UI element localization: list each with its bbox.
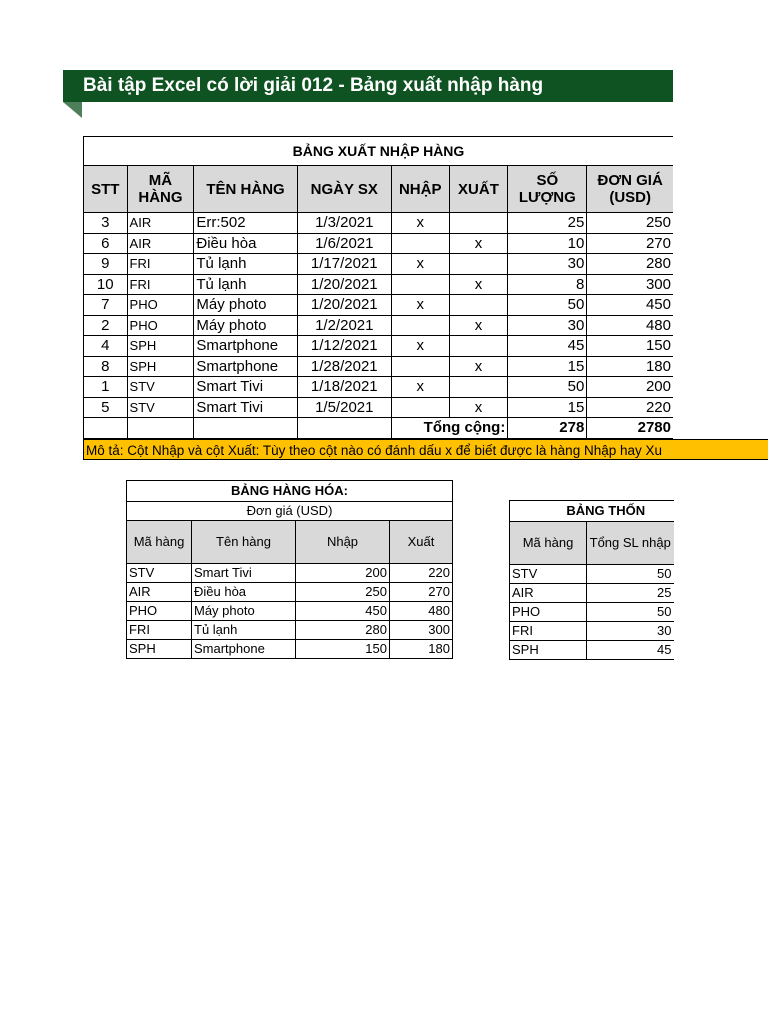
- table-row: [84, 295, 674, 316]
- table-row: [84, 233, 674, 254]
- cell-unit-price[interactable]: 280: [587, 254, 673, 275]
- cell-code[interactable]: FRI: [127, 254, 194, 275]
- stats-cell-total[interactable]: 50: [587, 603, 674, 622]
- goods-cell-import[interactable]: 280: [296, 621, 390, 640]
- cell-quantity[interactable]: 10: [508, 233, 587, 254]
- stats-cell-code[interactable]: STV: [510, 565, 587, 584]
- total-price[interactable]: 2780: [587, 418, 673, 439]
- cell-quantity[interactable]: 8: [508, 274, 587, 295]
- goods-cell-code[interactable]: FRI: [127, 621, 192, 640]
- goods-header-name[interactable]: Tên hàng: [192, 521, 296, 564]
- cell-name[interactable]: Err:502: [194, 213, 297, 234]
- header-quantity[interactable]: SỐ LƯỢNG: [508, 166, 587, 213]
- cell-code[interactable]: STV: [127, 397, 194, 418]
- cell-import[interactable]: x: [391, 254, 449, 275]
- goods-cell-code[interactable]: PHO: [127, 602, 192, 621]
- banner-fold-decoration: [63, 102, 82, 118]
- cell-unit-price[interactable]: 200: [587, 377, 673, 398]
- cell-unit-price[interactable]: 450: [587, 295, 673, 316]
- cell-export[interactable]: [449, 377, 508, 398]
- goods-cell-code[interactable]: SPH: [127, 640, 192, 659]
- cell-unit-price[interactable]: 150: [587, 336, 673, 357]
- cell-code[interactable]: SPH: [127, 356, 194, 377]
- cell-quantity[interactable]: 50: [508, 295, 587, 316]
- cell-code[interactable]: PHO: [127, 315, 194, 336]
- cell-import[interactable]: x: [391, 377, 449, 398]
- cell-unit-price[interactable]: 300: [587, 274, 673, 295]
- goods-header-export[interactable]: Xuất: [390, 521, 453, 564]
- cell-stt[interactable]: 9: [84, 254, 128, 275]
- stats-header-row: [510, 522, 674, 565]
- table-row: [84, 254, 674, 275]
- cell-unit-price[interactable]: 270: [587, 233, 673, 254]
- goods-row: [127, 640, 453, 659]
- table-row: [84, 274, 674, 295]
- cell-export[interactable]: [449, 295, 508, 316]
- cell-unit-price[interactable]: 250: [587, 213, 673, 234]
- stats-cell-total[interactable]: 45: [587, 641, 674, 660]
- cell-code[interactable]: PHO: [127, 295, 194, 316]
- goods-cell-export[interactable]: 270: [390, 583, 453, 602]
- goods-cell-import[interactable]: 150: [296, 640, 390, 659]
- cell-export[interactable]: [449, 336, 508, 357]
- stats-header-code[interactable]: Mã hàng: [510, 522, 587, 565]
- goods-cell-name[interactable]: Tủ lạnh: [192, 621, 296, 640]
- goods-cell-code[interactable]: STV: [127, 564, 192, 583]
- goods-header-import[interactable]: Nhập: [296, 521, 390, 564]
- stats-cell-code[interactable]: SPH: [510, 641, 587, 660]
- cell-quantity[interactable]: 15: [508, 356, 587, 377]
- stats-header-total[interactable]: Tổng SL nhập: [587, 522, 674, 565]
- cell-import[interactable]: [391, 315, 449, 336]
- cell-export[interactable]: x: [449, 274, 508, 295]
- header-unit-price[interactable]: ĐƠN GIÁ (USD): [587, 166, 673, 213]
- goods-cell-name[interactable]: Smart Tivi: [192, 564, 296, 583]
- cell-name[interactable]: Smartphone: [194, 356, 297, 377]
- goods-cell-import[interactable]: 250: [296, 583, 390, 602]
- header-stt[interactable]: STT: [84, 166, 128, 213]
- stats-cell-code[interactable]: PHO: [510, 603, 587, 622]
- cell-name[interactable]: Tủ lạnh: [194, 274, 297, 295]
- cell-code[interactable]: SPH: [127, 336, 194, 357]
- cell-stt[interactable]: 7: [84, 295, 128, 316]
- cell-date[interactable]: 1/18/2021: [297, 377, 391, 398]
- description-note[interactable]: Mô tả: Cột Nhập và cột Xuất: Tùy theo cột nào có đánh dấu x để biết được là hàng Nhập hay Xu: [83, 439, 768, 460]
- goods-header-row: [127, 521, 453, 564]
- cell-quantity[interactable]: 15: [508, 397, 587, 418]
- cell-import[interactable]: [391, 356, 449, 377]
- cell-code[interactable]: AIR: [127, 213, 194, 234]
- cell-quantity[interactable]: 50: [508, 377, 587, 398]
- cell-date[interactable]: 1/12/2021: [297, 336, 391, 357]
- cell-import[interactable]: x: [391, 213, 449, 234]
- statistics-table: [509, 500, 674, 660]
- cell-code[interactable]: FRI: [127, 274, 194, 295]
- stats-row: [510, 565, 674, 584]
- stats-cell-total[interactable]: 25: [587, 584, 674, 603]
- cell-quantity[interactable]: 45: [508, 336, 587, 357]
- goods-title[interactable]: BẢNG HÀNG HÓA:: [127, 481, 453, 502]
- total-label[interactable]: Tổng cộng:: [391, 418, 507, 439]
- cell-name[interactable]: Máy photo: [194, 315, 297, 336]
- cell-date[interactable]: 1/5/2021: [297, 397, 391, 418]
- goods-header-code[interactable]: Mã hàng: [127, 521, 192, 564]
- goods-row: [127, 564, 453, 583]
- goods-cell-import[interactable]: 200: [296, 564, 390, 583]
- sheet-title-banner: Bài tập Excel có lời giải 012 - Bảng xuất nhập hàng: [63, 70, 673, 102]
- stats-row: [510, 622, 674, 641]
- goods-cell-name[interactable]: Điều hòa: [192, 583, 296, 602]
- goods-cell-code[interactable]: AIR: [127, 583, 192, 602]
- stats-row: [510, 603, 674, 622]
- header-name[interactable]: TÊN HÀNG: [194, 166, 297, 213]
- table-row: [84, 315, 674, 336]
- stats-cell-total[interactable]: 30: [587, 622, 674, 641]
- cell-name[interactable]: Máy photo: [194, 295, 297, 316]
- cell-stt[interactable]: 3: [84, 213, 128, 234]
- cell-unit-price[interactable]: 180: [587, 356, 673, 377]
- cell-stt[interactable]: 6: [84, 233, 128, 254]
- total-quantity[interactable]: 278: [508, 418, 587, 439]
- cell-name[interactable]: Smart Tivi: [194, 397, 297, 418]
- cell-export[interactable]: [449, 213, 508, 234]
- goods-cell-export[interactable]: 480: [390, 602, 453, 621]
- goods-cell-import[interactable]: 450: [296, 602, 390, 621]
- cell-stt[interactable]: 2: [84, 315, 128, 336]
- stats-title[interactable]: BẢNG THỐN: [510, 501, 674, 522]
- cell[interactable]: [194, 418, 297, 439]
- table-row: [84, 377, 674, 398]
- goods-table: [126, 480, 453, 659]
- cell-stt[interactable]: 10: [84, 274, 128, 295]
- import-export-table: [83, 136, 673, 439]
- stats-cell-code[interactable]: AIR: [510, 584, 587, 603]
- cell-import[interactable]: x: [391, 295, 449, 316]
- cell-export[interactable]: [449, 254, 508, 275]
- cell[interactable]: [84, 418, 128, 439]
- table-title[interactable]: BẢNG XUẤT NHẬP HÀNG: [84, 137, 674, 166]
- table-title-row: [84, 137, 674, 166]
- table-row: [84, 397, 674, 418]
- goods-cell-name[interactable]: Máy photo: [192, 602, 296, 621]
- cell-export[interactable]: x: [449, 315, 508, 336]
- cell-export[interactable]: x: [449, 356, 508, 377]
- goods-cell-export[interactable]: 180: [390, 640, 453, 659]
- cell-code[interactable]: STV: [127, 377, 194, 398]
- cell-export[interactable]: x: [449, 397, 508, 418]
- table-row: [84, 356, 674, 377]
- header-date[interactable]: NGÀY SX: [297, 166, 391, 213]
- cell-stt[interactable]: 5: [84, 397, 128, 418]
- cell-stt[interactable]: 1: [84, 377, 128, 398]
- table-row: [84, 213, 674, 234]
- total-row: [84, 418, 674, 439]
- header-code[interactable]: MÃ HÀNG: [127, 166, 194, 213]
- cell-stt[interactable]: 8: [84, 356, 128, 377]
- table-row: [84, 336, 674, 357]
- goods-subtitle[interactable]: Đơn giá (USD): [127, 502, 453, 521]
- goods-cell-export[interactable]: 300: [390, 621, 453, 640]
- cell-quantity[interactable]: 25: [508, 213, 587, 234]
- cell-import[interactable]: x: [391, 336, 449, 357]
- cell-date[interactable]: 1/6/2021: [297, 233, 391, 254]
- cell-import[interactable]: [391, 274, 449, 295]
- goods-row: [127, 621, 453, 640]
- cell-name[interactable]: Smartphone: [194, 336, 297, 357]
- cell-import[interactable]: [391, 233, 449, 254]
- stats-cell-total[interactable]: 50: [587, 565, 674, 584]
- cell-date[interactable]: 1/28/2021: [297, 356, 391, 377]
- stats-row: [510, 584, 674, 603]
- cell-quantity[interactable]: 30: [508, 254, 587, 275]
- goods-cell-export[interactable]: 220: [390, 564, 453, 583]
- cell-export[interactable]: x: [449, 233, 508, 254]
- cell-quantity[interactable]: 30: [508, 315, 587, 336]
- cell-date[interactable]: 1/3/2021: [297, 213, 391, 234]
- header-import[interactable]: NHẬP: [391, 166, 449, 213]
- cell-date[interactable]: 1/20/2021: [297, 295, 391, 316]
- cell-name[interactable]: Smart Tivi: [194, 377, 297, 398]
- header-row: [84, 166, 674, 213]
- cell[interactable]: [297, 418, 391, 439]
- cell-date[interactable]: 1/17/2021: [297, 254, 391, 275]
- goods-row: [127, 583, 453, 602]
- stats-row: [510, 641, 674, 660]
- cell-date[interactable]: 1/20/2021: [297, 274, 391, 295]
- cell-name[interactable]: Điều hòa: [194, 233, 297, 254]
- cell-unit-price[interactable]: 480: [587, 315, 673, 336]
- cell-name[interactable]: Tủ lạnh: [194, 254, 297, 275]
- cell[interactable]: [127, 418, 194, 439]
- cell-unit-price[interactable]: 220: [587, 397, 673, 418]
- goods-row: [127, 602, 453, 621]
- cell-code[interactable]: AIR: [127, 233, 194, 254]
- cell-import[interactable]: [391, 397, 449, 418]
- goods-cell-name[interactable]: Smartphone: [192, 640, 296, 659]
- cell-stt[interactable]: 4: [84, 336, 128, 357]
- header-export[interactable]: XUẤT: [449, 166, 508, 213]
- cell-date[interactable]: 1/2/2021: [297, 315, 391, 336]
- stats-cell-code[interactable]: FRI: [510, 622, 587, 641]
